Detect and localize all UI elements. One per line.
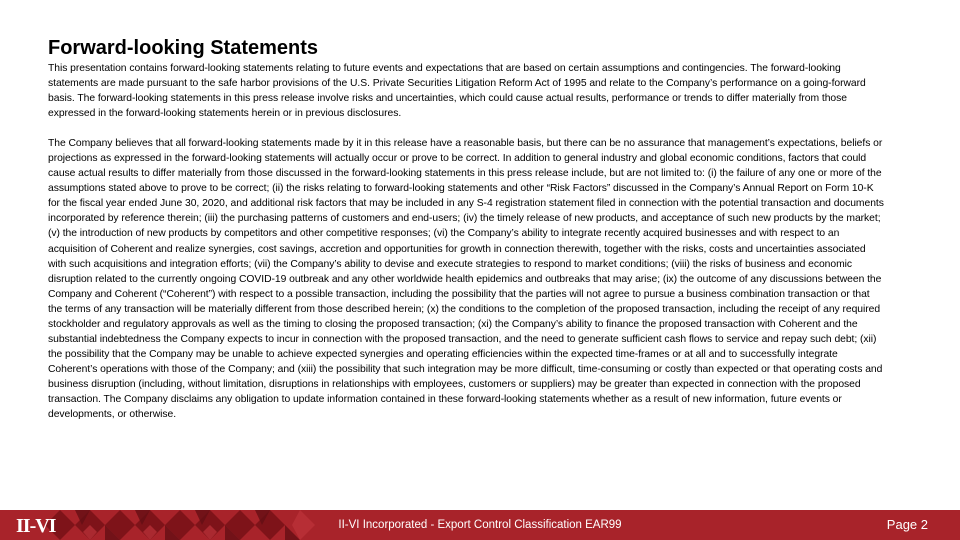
footer-bar [0, 510, 960, 540]
page-number: Page 2 [886, 517, 928, 532]
slide-title: Forward-looking Statements [48, 37, 319, 59]
company-logo: II-VI [16, 515, 56, 537]
paragraph-safe-harbor: This presentation contains forward-looking statements relating to future events and expectations that are based on certain assumptions and contingencies. The forward-looking statements are made pursuant to the safe harbor provisions of the U.S. Private Securities Litigation Reform Act of 1995 and relate to the Company’s performance on a going-forward basis. The forward-looking statements in this press release involve risks and uncertainties, which could cause actual results, performance or trends to differ materially from those expressed in the forward-looking statements herein or in previous disclosures. [48, 63, 866, 120]
slide-content [48, 36, 886, 422]
paragraph-risk-factors: The Company believes that all forward-looking statements made by it in this release have a reasonable basis, but there can be no assurance that management’s expectations, beliefs or projections as expressed in the forward-looking statements will actually occur or prove to be correct. In addition to general industry and global economic conditions, factors that could cause actual results to differ materially from those discussed in the forward-looking statements in this press release include, but are not limited to: (i) the failure of any one or more of the assumptions stated above to prove to be correct; (ii) the risks relating to forward-looking statements and other “Risk Factors” discussed in the Company’s Annual Report on Form 10-K for the fiscal year ended June 30, 2020, and additional risk factors that may be included in any S-4 registration statement filed in connection with the potential transaction and documents incorporated by reference therein; (iii) the purchasing patterns of customers and end-users; (iv) the timely release of new products, and acceptance of such new products by the market; (v) the introduction of new products by competitors and other competitive responses; (vi) the Company’s ability to integrate recently acquired businesses and with respect to an acquisition of Coherent and realize synergies, cost savings, accretion and opportunities for growth in connection therewith, together with the risks, costs and uncertainties associated with such acquisitions and integration efforts; (vii) the Company’s ability to devise and execute strategies to respond to market conditions; (viii) the risks of business and economic disruption related to the currently ongoing COVID-19 outbreak and any other worldwide health epidemics and outbreaks that may arise; (ix) the outcome of any discussions between the Company and Coherent (“Coherent”) with respect to a possible transaction, including the possibility that the parties will not agree to pursue a business combination transaction or that the terms of any transaction will be materially different from those described herein; (x) the conditions to the completion of the proposed transaction, including the receipt of any required stockholder and regulatory approvals as well as the timing to closing the proposed transaction; (xi) the Company’s ability to finance the proposed transaction with Coherent and the substantial indebtedness the Company expects to incur in connection with the proposed transaction, and the need to generate sufficient cash flows to service and repay such debt; (xii) the possibility that the Company may be unable to achieve expected synergies and operating efficiencies within the expected time-frames or at all and to successfully integrate Coherent’s operations with those of the Company; and (xiii) the possibility that such integration may be more difficult, time-consuming or costly than expected or that operating costs and business disruption (including, without limitation, disruptions in relationships with employees, customers or suppliers) may be greater than expected in connection with the proposed transaction. The Company disclaims any obligation to update information contained in these forward-looking statements whether as a result of new information, future events or developments, or otherwise. [48, 138, 884, 421]
footer-classification-text: II-VI Incorporated - Export Control Classification EAR99 [338, 519, 622, 531]
paragraph-spacer [48, 121, 886, 136]
